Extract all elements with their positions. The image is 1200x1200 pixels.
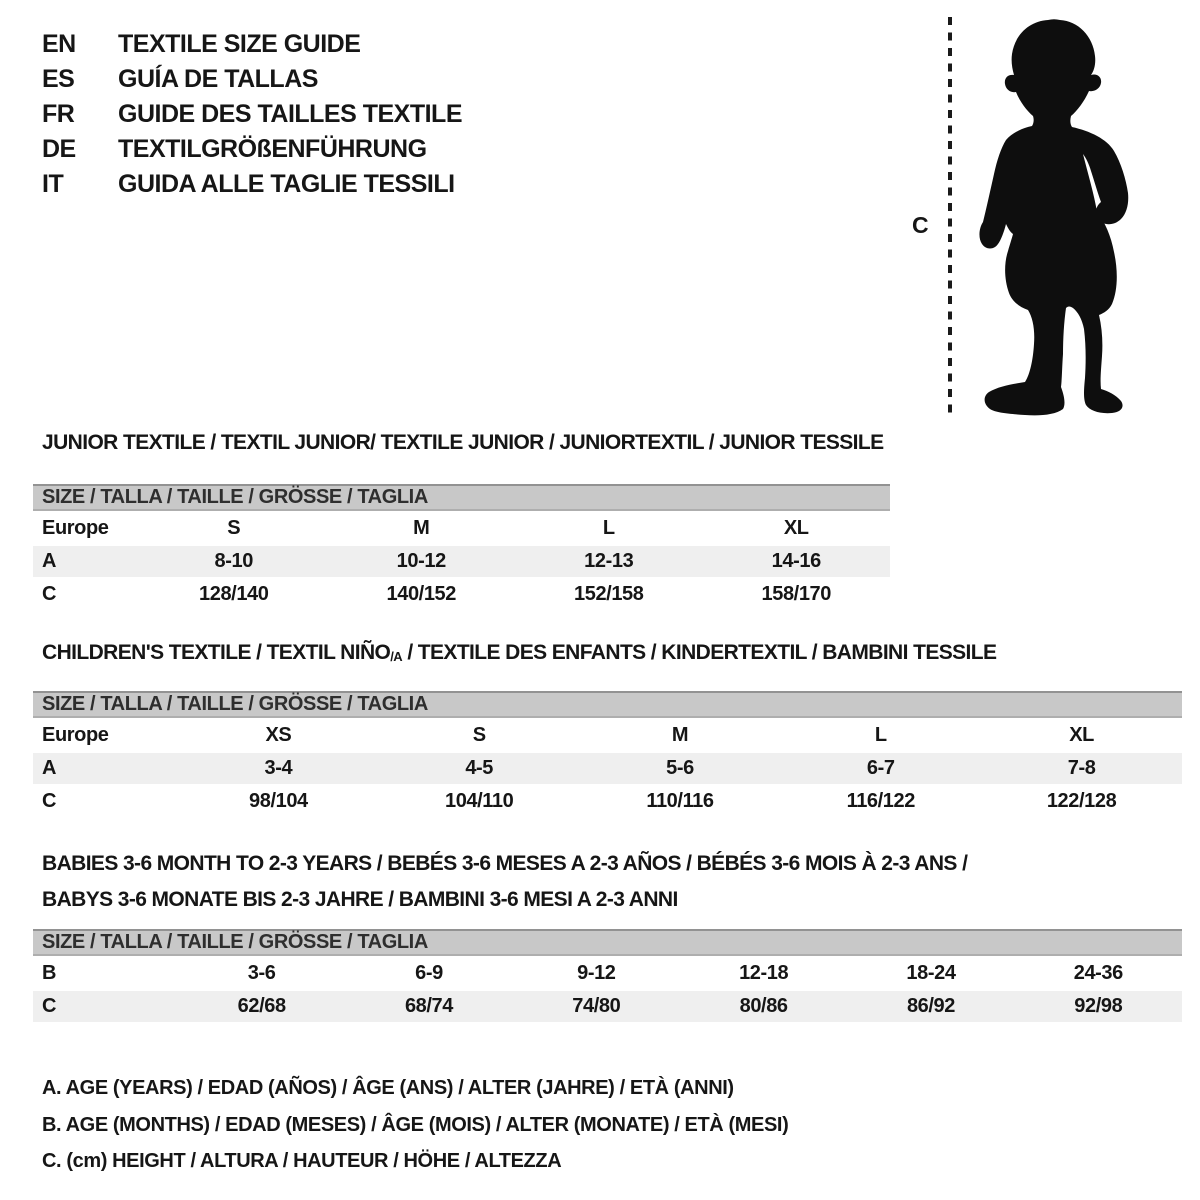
table-row-europe xyxy=(33,513,890,544)
row-label: C xyxy=(42,790,57,812)
height-cell: 158/170 xyxy=(761,583,831,605)
language-code: FR xyxy=(42,100,75,128)
toddler-silhouette xyxy=(979,19,1128,415)
size-cell: XS xyxy=(265,724,292,746)
guide-title-fr: GUIDE DES TAILLES TEXTILE xyxy=(118,100,463,128)
language-row-de xyxy=(42,132,462,167)
height-measure-figure xyxy=(890,14,1170,426)
height-cell: 122/128 xyxy=(1046,790,1117,812)
size-cell: XL xyxy=(1069,724,1094,746)
age-cell: 7-8 xyxy=(1067,757,1096,779)
measurement-legend xyxy=(42,1070,788,1180)
language-row-it xyxy=(42,167,462,202)
toddler-silhouette-graphic xyxy=(890,14,1170,426)
height-cell: 68/74 xyxy=(404,995,454,1017)
children-section-title xyxy=(42,641,996,665)
row-label: A xyxy=(42,757,57,779)
age-cell: 18-24 xyxy=(906,962,956,984)
height-cell: 86/92 xyxy=(906,995,955,1017)
age-cell: 3-6 xyxy=(247,962,276,984)
height-cell: 62/68 xyxy=(237,995,286,1017)
language-code: ES xyxy=(42,65,75,93)
legend-line-c: C. (cm) HEIGHT / ALTURA / HAUTEUR / HÖHE / ALTEZZA xyxy=(42,1150,562,1172)
babies-section-title xyxy=(42,846,967,918)
babies-title-line2: BABYS 3-6 MONATE BIS 2-3 JAHRE / BAMBINI 3-6 MESI A 2-3 ANNI xyxy=(42,888,678,911)
language-row-en xyxy=(42,27,462,62)
legend-line-a: A. AGE (YEARS) / EDAD (AÑOS) / ÂGE (ANS) / ALTER (JAHRE) / ETÀ (ANNI) xyxy=(42,1077,734,1099)
age-cell: 14-16 xyxy=(771,550,821,572)
language-title-list xyxy=(42,27,462,202)
row-label: C xyxy=(42,995,57,1017)
size-cell: S xyxy=(472,724,486,746)
legend-line-b: B. AGE (MONTHS) / EDAD (MESES) / ÂGE (MOIS) / ALTER (MONATE) / ETÀ (MESI) xyxy=(42,1113,789,1136)
height-cell: 74/80 xyxy=(572,995,621,1017)
height-cell: 152/158 xyxy=(574,583,644,605)
babies-title-line1: BABIES 3-6 MONTH TO 2-3 YEARS / BEBÉS 3-6 MESES A 2-3 AÑOS / BÉBÉS 3-6 MOIS À 2-3 ANS / xyxy=(42,852,968,875)
row-label: A xyxy=(42,550,57,572)
children-title-pre: CHILDREN'S TEXTILE / TEXTIL NIÑO xyxy=(42,641,391,664)
table-row-height xyxy=(33,786,1182,817)
table-row-height xyxy=(33,991,1182,1022)
language-code: DE xyxy=(42,135,76,163)
junior-section-title: JUNIOR TEXTILE / TEXTIL JUNIOR/ TEXTILE JUNIOR / JUNIORTEXTIL / JUNIOR TESSILE xyxy=(42,431,884,454)
size-header-bar: SIZE / TALLA / TAILLE / GRÖSSE / TAGLIA xyxy=(33,484,890,511)
guide-title-en: TEXTILE SIZE GUIDE xyxy=(118,30,361,58)
height-cell: 104/110 xyxy=(444,790,514,812)
age-cell: 12-13 xyxy=(584,550,634,572)
children-title-post: / TEXTILE DES ENFANTS / KINDERTEXTIL / BAMBINI TESSILE xyxy=(402,641,997,664)
language-row-fr xyxy=(42,97,462,132)
height-cell: 80/86 xyxy=(739,995,788,1017)
height-cell: 110/116 xyxy=(646,790,714,812)
guide-title-de: TEXTILGRÖßENFÜHRUNG xyxy=(118,135,427,163)
table-row-age-months xyxy=(33,958,1182,989)
children-size-table xyxy=(33,691,1182,817)
size-cell: XL xyxy=(783,517,809,539)
table-row-age xyxy=(33,546,890,577)
junior-size-table xyxy=(33,484,890,610)
height-cell: 116/122 xyxy=(846,790,915,812)
height-measure-label: C xyxy=(912,212,929,238)
age-cell: 6-7 xyxy=(866,757,895,779)
height-cell: 140/152 xyxy=(386,583,456,605)
size-cell: S xyxy=(227,517,241,539)
size-header-bar: SIZE / TALLA / TAILLE / GRÖSSE / TAGLIA xyxy=(33,691,1182,718)
age-cell: 9-12 xyxy=(577,962,616,984)
age-cell: 4-5 xyxy=(465,757,494,779)
language-code: IT xyxy=(42,170,64,198)
age-cell: 24-36 xyxy=(1073,962,1123,984)
height-cell: 92/98 xyxy=(1074,995,1123,1017)
row-label: B xyxy=(42,962,57,984)
age-cell: 8-10 xyxy=(214,550,253,572)
size-cell: M xyxy=(671,724,689,746)
size-cell: L xyxy=(602,517,615,539)
language-row-es xyxy=(42,62,462,97)
size-cell: L xyxy=(874,724,887,746)
age-cell: 12-18 xyxy=(739,962,789,984)
row-label: Europe xyxy=(42,724,109,746)
size-cell: M xyxy=(413,517,430,539)
age-cell: 5-6 xyxy=(666,757,694,779)
height-cell: 128/140 xyxy=(199,583,269,605)
table-row-age xyxy=(33,753,1182,784)
age-cell: 6-9 xyxy=(415,962,443,984)
babies-size-table xyxy=(33,929,1182,1022)
age-cell: 3-4 xyxy=(264,757,293,779)
age-cell: 10-12 xyxy=(396,550,446,572)
row-label: Europe xyxy=(42,517,109,539)
size-header-bar: SIZE / TALLA / TAILLE / GRÖSSE / TAGLIA xyxy=(33,929,1182,956)
table-row-height xyxy=(33,579,890,610)
children-title-suffix: /A xyxy=(390,649,403,664)
guide-title-es: GUÍA DE TALLAS xyxy=(118,65,318,93)
row-label: C xyxy=(42,583,57,605)
guide-title-it: GUIDA ALLE TAGLIE TESSILI xyxy=(118,170,455,198)
table-row-europe xyxy=(33,720,1182,751)
height-cell: 98/104 xyxy=(249,790,308,812)
language-code: EN xyxy=(42,30,76,58)
